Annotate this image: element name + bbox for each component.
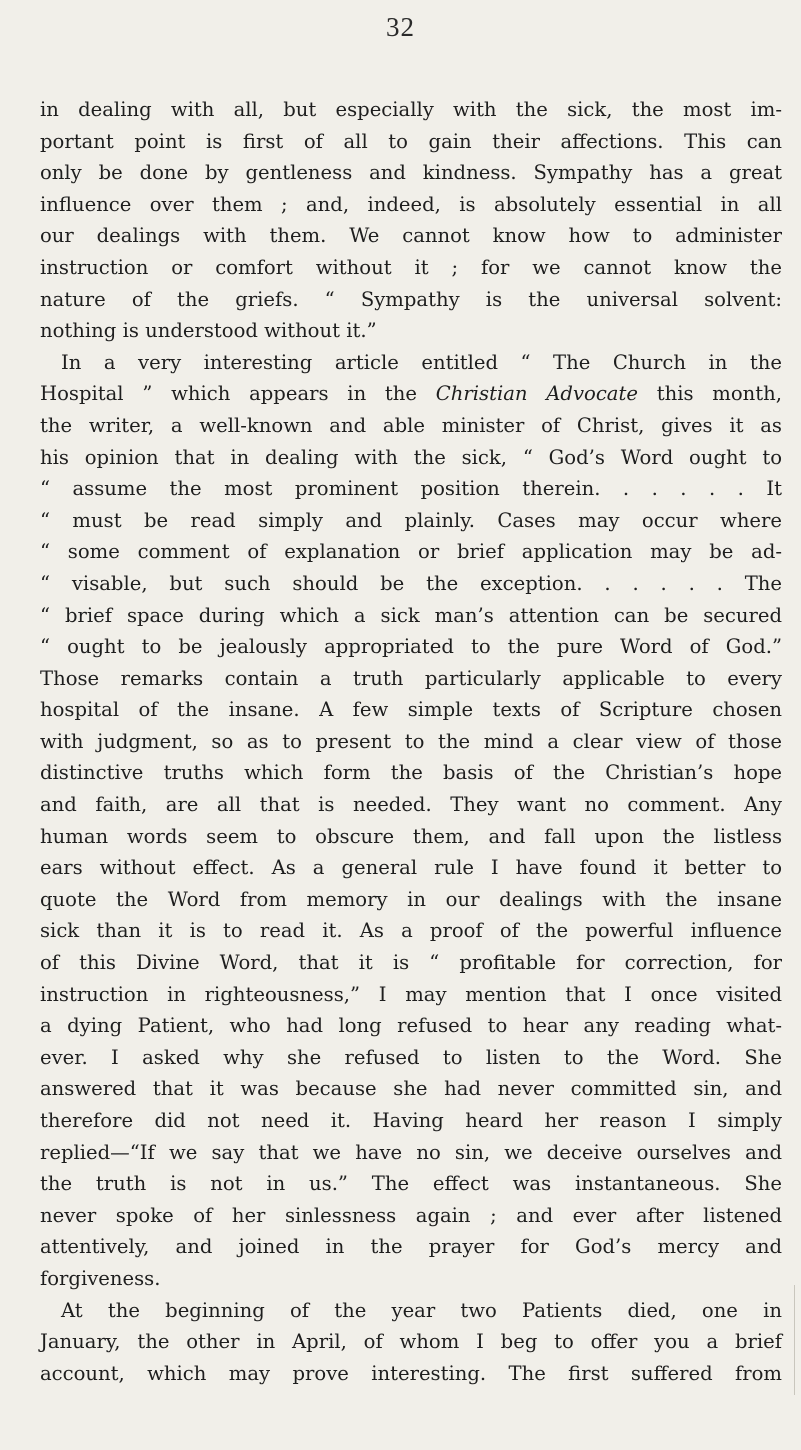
text-line: never spoke of her sinlessness again ; and ever after listened <box>40 1203 782 1227</box>
text-line: influence over them ; and, indeed, is absolutely essential in all <box>40 192 782 216</box>
text-line: replied—“If we say that we have no sin, we deceive ourselves and <box>40 1140 782 1164</box>
text-line: forgiveness. <box>40 1266 161 1290</box>
text-line: and faith, are all that is needed. They want no comment. Any <box>40 793 782 817</box>
text-line: our dealings with them. We cannot know how to administer <box>40 224 782 248</box>
text-line: instruction in righteousness,” I may mention that I once visited <box>40 982 782 1006</box>
text-line: the writer, a well-known and able minister of Christ, gives it as <box>40 413 782 437</box>
text-line: “ visable, but such should be the exception. . . . . . The <box>40 571 782 595</box>
body-text <box>40 94 782 1389</box>
text-line: only be done by gentleness and kindness. Sympathy has a great <box>40 161 782 185</box>
text-line: account, which may prove interesting. The first suffered from <box>40 1361 782 1385</box>
text-line: answered that it was because she had never committed sin, and <box>40 1077 782 1101</box>
text-line: “ some comment of explanation or brief application may be ad- <box>40 540 782 564</box>
text-line: with judgment, so as to present to the mind a clear view of those <box>40 729 782 753</box>
text-line: distinctive truths which form the basis of the Christian’s hope <box>40 761 782 785</box>
text-line: in dealing with all, but especially with the sick, the most im- <box>40 98 782 121</box>
text-line: “ ought to be jealously appropriated to the pure Word of God.” <box>40 635 782 659</box>
periodical-title: Christian Advocate <box>435 382 638 406</box>
text-line: a dying Patient, who had long refused to hear any reading what- <box>40 1014 782 1038</box>
text-line: ever. I asked why she refused to listen to the Word. She <box>40 1045 782 1069</box>
page-edge-shadow <box>794 1285 801 1395</box>
text-line: Those remarks contain a truth particularly applicable to every <box>40 666 782 690</box>
text-line: “ assume the most prominent position therein. . . . . . It <box>40 477 782 501</box>
text-line: of this Divine Word, that it is “ profitable for correction, for <box>40 951 782 975</box>
text-line: sick than it is to read it. As a proof of the powerful influence <box>40 919 782 943</box>
text-line: “ must be read simply and plainly. Cases may occur where <box>40 508 782 532</box>
page-number: 32 <box>386 12 415 42</box>
text-line: attentively, and joined in the prayer for God’s mercy and <box>40 1235 782 1259</box>
text-line: Hospital ” which appears in the Christian Advocate this month, <box>40 382 782 406</box>
text-line: hospital of the insane. A few simple texts of Scripture chosen <box>40 698 782 722</box>
text-line: the truth is not in us.” The effect was instantaneous. She <box>40 1172 782 1196</box>
text-line: instruction or comfort without it ; for we cannot know the <box>40 255 782 279</box>
text-line: At the beginning of the year two Patients died, one in <box>61 1298 782 1322</box>
text-line: his opinion that in dealing with the sick, “ God’s Word ought to <box>40 445 782 469</box>
text-line: In a very interesting article entitled “ The Church in the <box>61 350 782 374</box>
text-line: human words seem to obscure them, and fall upon the listless <box>40 824 782 848</box>
text-line: nothing is understood without it.” <box>40 319 377 343</box>
text-line: January, the other in April, of whom I beg to offer you a brief <box>40 1330 782 1354</box>
text-line: ears without effect. As a general rule I have found it better to <box>40 856 782 880</box>
text-line: quote the Word from memory in our dealings with the insane <box>40 887 782 911</box>
text-line: nature of the griefs. “ Sympathy is the universal solvent: <box>40 287 782 311</box>
text-line: “ brief space during which a sick man’s attention can be secured <box>40 603 782 627</box>
text-line: therefore did not need it. Having heard her reason I simply <box>40 1109 782 1132</box>
text-line: portant point is first of all to gain their affections. This can <box>40 129 782 153</box>
